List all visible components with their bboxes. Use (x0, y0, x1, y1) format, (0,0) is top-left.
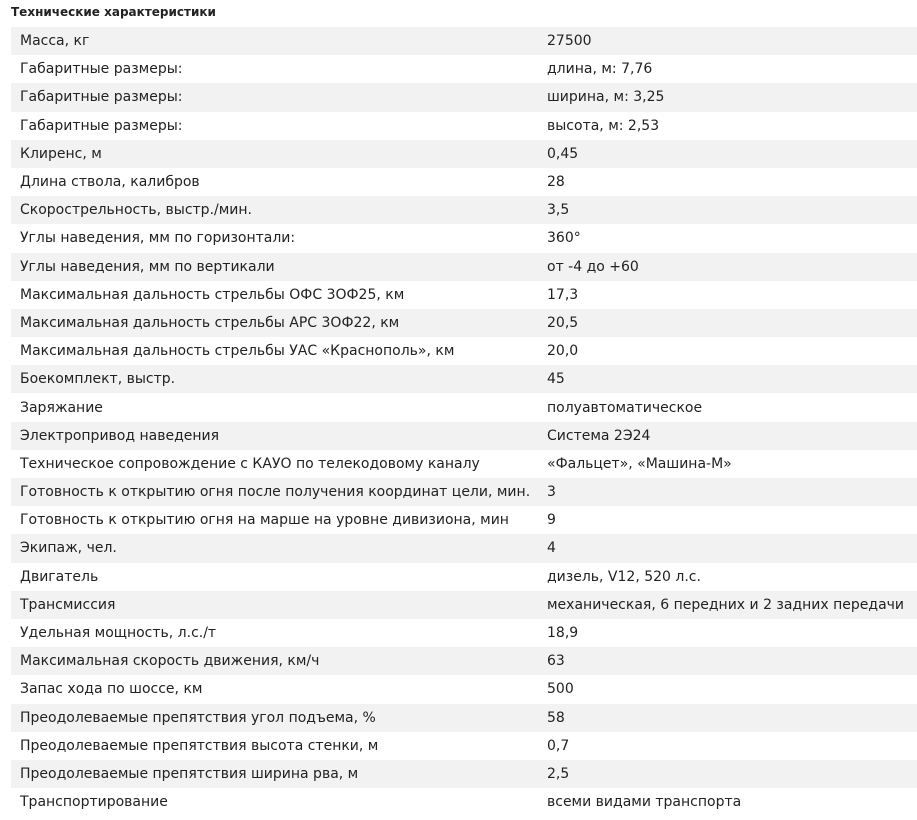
table-row (11, 168, 917, 196)
spec-name: Преодолеваемые препятствия ширина рва, м (11, 760, 538, 788)
spec-value: 0,7 (538, 732, 917, 760)
spec-value: длина, м: 7,76 (538, 55, 917, 83)
spec-value: 500 (538, 675, 917, 703)
table-row (11, 647, 917, 675)
spec-name: Максимальная дальность стрельбы АРС 3ОФ22, км (11, 309, 538, 337)
table-row (11, 309, 917, 337)
spec-name: Заряжание (11, 393, 538, 421)
spec-name: Скорострельность, выстр./мин. (11, 196, 538, 224)
spec-value: 17,3 (538, 281, 917, 309)
table-row (11, 140, 917, 168)
table-row (11, 253, 917, 281)
spec-name: Длина ствола, калибров (11, 168, 538, 196)
table-row (11, 478, 917, 506)
table-row (11, 112, 917, 140)
table-row (11, 337, 917, 365)
table-row (11, 591, 917, 619)
spec-value: механическая, 6 передних и 2 задних передачи (538, 591, 917, 619)
spec-name: Двигатель (11, 563, 538, 591)
spec-name: Углы наведения, мм по вертикали (11, 253, 538, 281)
spec-value: 4 (538, 534, 917, 562)
spec-value: 9 (538, 506, 917, 534)
table-row (11, 27, 917, 55)
spec-value: 28 (538, 168, 917, 196)
spec-name: Максимальная дальность стрельбы ОФС 3ОФ25, км (11, 281, 538, 309)
spec-value: 27500 (538, 27, 917, 55)
table-row (11, 534, 917, 562)
spec-name: Преодолеваемые препятствия высота стенки, м (11, 732, 538, 760)
spec-name: Преодолеваемые препятствия угол подъема, % (11, 704, 538, 732)
table-row (11, 55, 917, 83)
table-row (11, 506, 917, 534)
spec-value: 18,9 (538, 619, 917, 647)
spec-name: Габаритные размеры: (11, 112, 538, 140)
spec-value: 0,45 (538, 140, 917, 168)
spec-name: Готовность к открытию огня на марше на уровне дивизиона, мин (11, 506, 538, 534)
spec-value: Система 2Э24 (538, 422, 917, 450)
spec-name: Габаритные размеры: (11, 55, 538, 83)
table-row (11, 563, 917, 591)
spec-value: 3 (538, 478, 917, 506)
table-row (11, 365, 917, 393)
table-row (11, 422, 917, 450)
spec-name: Удельная мощность, л.с./т (11, 619, 538, 647)
spec-value: полуавтоматическое (538, 393, 917, 421)
table-row (11, 760, 917, 788)
spec-name: Техническое сопровождение с КАУО по телекодовому каналу (11, 450, 538, 478)
spec-value: 3,5 (538, 196, 917, 224)
spec-name: Транспортирование (11, 788, 538, 816)
spec-name: Клиренс, м (11, 140, 538, 168)
spec-value: высота, м: 2,53 (538, 112, 917, 140)
spec-value: 58 (538, 704, 917, 732)
table-row (11, 281, 917, 309)
spec-name: Боекомплект, выстр. (11, 365, 538, 393)
spec-value: 360° (538, 224, 917, 252)
spec-value: 2,5 (538, 760, 917, 788)
spec-name: Запас хода по шоссе, км (11, 675, 538, 703)
spec-name: Трансмиссия (11, 591, 538, 619)
table-row (11, 704, 917, 732)
table-title: Технические характеристики (11, 5, 216, 19)
spec-value: 45 (538, 365, 917, 393)
table-row (11, 450, 917, 478)
spec-value: ширина, м: 3,25 (538, 83, 917, 111)
table-row (11, 224, 917, 252)
table-row (11, 83, 917, 111)
spec-name: Экипаж, чел. (11, 534, 538, 562)
spec-name: Углы наведения, мм по горизонтали: (11, 224, 538, 252)
spec-name: Габаритные размеры: (11, 83, 538, 111)
spec-name: Максимальная скорость движения, км/ч (11, 647, 538, 675)
specs-table (11, 27, 917, 816)
spec-value: всеми видами транспорта (538, 788, 917, 816)
spec-value: 20,5 (538, 309, 917, 337)
spec-value: дизель, V12, 520 л.с. (538, 563, 917, 591)
spec-name: Электропривод наведения (11, 422, 538, 450)
table-row (11, 619, 917, 647)
table-row (11, 393, 917, 421)
table-row (11, 788, 917, 816)
spec-value: от -4 до +60 (538, 253, 917, 281)
spec-name: Максимальная дальность стрельбы УАС «Краснополь», км (11, 337, 538, 365)
spec-value: 20,0 (538, 337, 917, 365)
specs-table-body (11, 27, 917, 816)
table-row (11, 732, 917, 760)
spec-name: Готовность к открытию огня после получения координат цели, мин. (11, 478, 538, 506)
table-row (11, 196, 917, 224)
table-row (11, 675, 917, 703)
spec-name: Масса, кг (11, 27, 538, 55)
spec-value: 63 (538, 647, 917, 675)
spec-value: «Фальцет», «Машина-М» (538, 450, 917, 478)
